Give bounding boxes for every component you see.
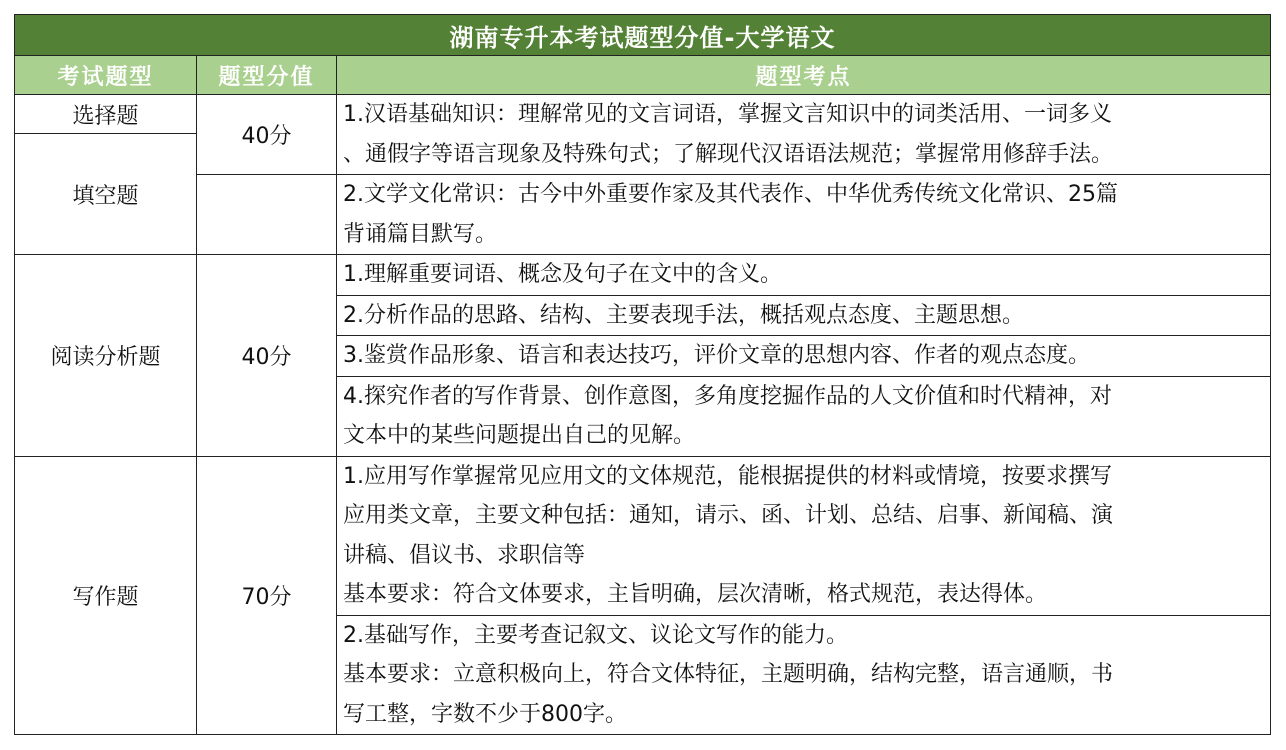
point-line: 1.汉语基础知识：理解常见的文言词语，掌握文言知识中的词类活用、一词多义: [343, 102, 1112, 127]
type-cell-reading: 阅读分析题: [15, 255, 197, 457]
point-line: 2.文学文化常识：古今中外重要作家及其代表作、中华优秀传统文化常识、25篇: [343, 182, 1118, 207]
point-line: 3.鉴赏作品形象、语言和表达技巧，评价文章的思想内容、作者的观点态度。: [343, 343, 1090, 368]
point-line: 应用类文章，主要文种包括：通知，请示、函、计划、总结、启事、新闻稿、演: [343, 503, 1114, 528]
table-row: [15, 175, 1271, 255]
point-line: 1.应用写作掌握常见应用文的文体规范，能根据提供的材料或情境，按要求撰写: [343, 463, 1112, 489]
point-line: 讲稿、倡议书、求职信等: [343, 542, 586, 568]
point-cell: [337, 255, 1271, 296]
point-cell: [337, 175, 1271, 255]
type-cell-choice: 选择题: [15, 95, 197, 134]
type-cell-writing: 写作题: [15, 456, 197, 735]
point-line: 、通假字等语言现象及特殊句式；了解现代汉语语法规范；掌握常用修辞手法。: [343, 141, 1114, 167]
point-line: 2.基础写作，主要考查记叙文、议论文写作的能力。: [343, 622, 848, 648]
point-line: 4.探究作者的写作背景、创作意图，多角度挖掘作品的人文价值和时代精神，对: [343, 383, 1112, 409]
point-cell: [337, 615, 1271, 735]
point-line: 2.分析作品的思路、结构、主要表现手法，概括观点态度、主题思想。: [343, 302, 1024, 328]
table-row: [15, 456, 1271, 615]
type-cell-fill: 填空题: [15, 134, 197, 255]
point-line: 背诵篇目默写。: [343, 221, 498, 247]
point-line: 基本要求：符合文体要求，主旨明确，层次清晰，格式规范，表达得体。: [343, 582, 1048, 607]
point-cell: [337, 376, 1271, 456]
point-line: 1.理解重要词语、概念及句子在文中的含义。: [343, 262, 782, 287]
point-line: 基本要求：立意积极向上，符合文体特征，主题明确，结构完整，语言通顺，书: [343, 662, 1114, 687]
header-exam-type: 考试题型: [15, 56, 197, 95]
point-line: 写工整，字数不少于800字。: [343, 701, 627, 727]
point-cell: [337, 336, 1271, 377]
table-row: [15, 255, 1271, 296]
header-key-points: 题型考点: [337, 56, 1271, 95]
score-cell-basic: 40分: [197, 95, 337, 175]
score-cell-writing: 70分: [197, 456, 337, 735]
score-cell-spacer: [197, 175, 337, 255]
score-cell-reading: 40分: [197, 255, 337, 457]
header-score: 题型分值: [197, 56, 337, 95]
point-line: 文本中的某些问题提出自己的见解。: [343, 423, 696, 448]
table-title: 湖南专升本考试题型分值-大学语文: [15, 15, 1271, 56]
table-row: [15, 95, 1271, 134]
point-cell: [337, 295, 1271, 336]
point-cell: [337, 456, 1271, 615]
exam-table: [14, 14, 1271, 735]
point-cell: [337, 95, 1271, 175]
